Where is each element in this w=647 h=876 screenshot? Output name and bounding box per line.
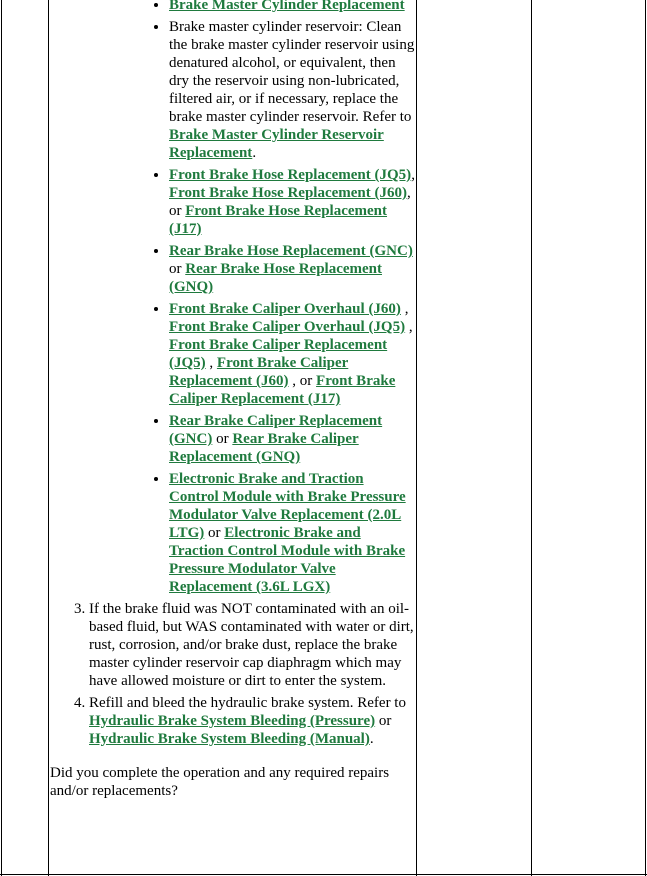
table-border-bottom <box>0 874 647 875</box>
link-bleeding-manual[interactable]: Hydraulic Brake System Bleeding (Manual) <box>89 731 370 747</box>
replacement-list <box>49 0 416 596</box>
separator-text: , <box>405 319 413 335</box>
table-border-col3 <box>531 0 532 876</box>
link-rear-hose-gnc[interactable]: Rear Brake Hose Replacement (GNC) <box>169 243 413 259</box>
step-item <box>89 600 416 690</box>
link-front-hose-jq5[interactable]: Front Brake Hose Replacement (JQ5) <box>169 167 412 183</box>
link-reservoir-replacement[interactable]: Brake Master Cylinder Reservoir Replacement <box>169 127 384 161</box>
step-3-text: If the brake fluid was NOT contaminated with an oil-based fluid, but WAS contaminated with water or dirt, rust, corrosion, and/or brake dust, replace the brake master cylinder reservoir cap diaphragm which may have allowed moisture or dirt to enter the system. <box>89 601 414 689</box>
step-4-text: Refill and bleed the hydraulic brake system. Refer to <box>89 695 406 711</box>
link-ebcm-ltg[interactable]: Electronic Brake and Traction Control Module with Brake Pressure Modulator Valve Replacement (2.0L LTG) <box>169 471 406 541</box>
link-front-caliper-replacement-jq5[interactable]: Front Brake Caliper Replacement (JQ5) <box>169 337 388 371</box>
separator-text: , <box>400 301 409 317</box>
link-rear-caliper-gnc[interactable]: Rear Brake Caliper Replacement (GNC) <box>169 413 383 447</box>
list-item <box>169 0 416 14</box>
list-item <box>169 166 416 238</box>
separator-text: or <box>169 261 186 277</box>
separator-text: , or <box>169 185 411 219</box>
link-rear-caliper-gnq[interactable]: Rear Brake Caliper Replacement (GNQ) <box>169 431 359 465</box>
question-text: Did you complete the operation and any required repairs and/or replacements? <box>50 765 390 799</box>
list-item <box>169 470 416 596</box>
separator-text: or <box>204 525 225 541</box>
link-bleeding-pressure[interactable]: Hydraulic Brake System Bleeding (Pressure) <box>89 713 376 729</box>
separator-text: , <box>205 355 217 371</box>
link-front-caliper-overhaul-jq5[interactable]: Front Brake Caliper Overhaul (JQ5) <box>169 319 406 335</box>
action-cell <box>49 0 416 800</box>
list-item <box>169 242 416 296</box>
list-item <box>169 18 416 162</box>
separator-text: , or <box>288 373 317 389</box>
punct: . <box>252 145 257 161</box>
link-front-hose-j60[interactable]: Front Brake Hose Replacement (J60) <box>169 185 408 201</box>
table-border-right <box>645 0 646 876</box>
list-item <box>169 412 416 466</box>
separator-text: , <box>411 167 415 183</box>
link-front-caliper-overhaul-j60[interactable]: Front Brake Caliper Overhaul (J60) <box>169 301 401 317</box>
link-front-caliper-replacement-j60[interactable]: Front Brake Caliper Replacement (J60) <box>169 355 349 389</box>
table-border-left <box>1 0 2 876</box>
link-front-hose-j17[interactable]: Front Brake Hose Replacement (J17) <box>169 203 388 237</box>
punct: . <box>369 731 374 747</box>
link-master-cylinder-replacement[interactable]: Brake Master Cylinder Replacement <box>169 0 405 13</box>
link-rear-hose-gnq[interactable]: Rear Brake Hose Replacement (GNQ) <box>169 261 383 295</box>
table-border-col2 <box>416 0 417 876</box>
reservoir-text: Brake master cylinder reservoir: Clean the brake master cylinder reservoir using denatured alcohol, or equivalent, then dry the reservoir using non-lubricated, filtered air, or if necessary, replace the brake master cylinder reservoir. Refer to <box>169 19 415 125</box>
step-item <box>89 694 416 748</box>
separator-text: or <box>375 713 392 729</box>
link-ebcm-lgx[interactable]: Electronic Brake and Traction Control Module with Brake Pressure Modulator Valve Replacement (3.6L LGX) <box>169 525 406 595</box>
procedure-steps <box>49 600 416 748</box>
separator-text: or <box>212 431 233 447</box>
list-item <box>169 300 416 408</box>
link-front-caliper-replacement-j17[interactable]: Front Brake Caliper Replacement (J17) <box>169 373 396 407</box>
